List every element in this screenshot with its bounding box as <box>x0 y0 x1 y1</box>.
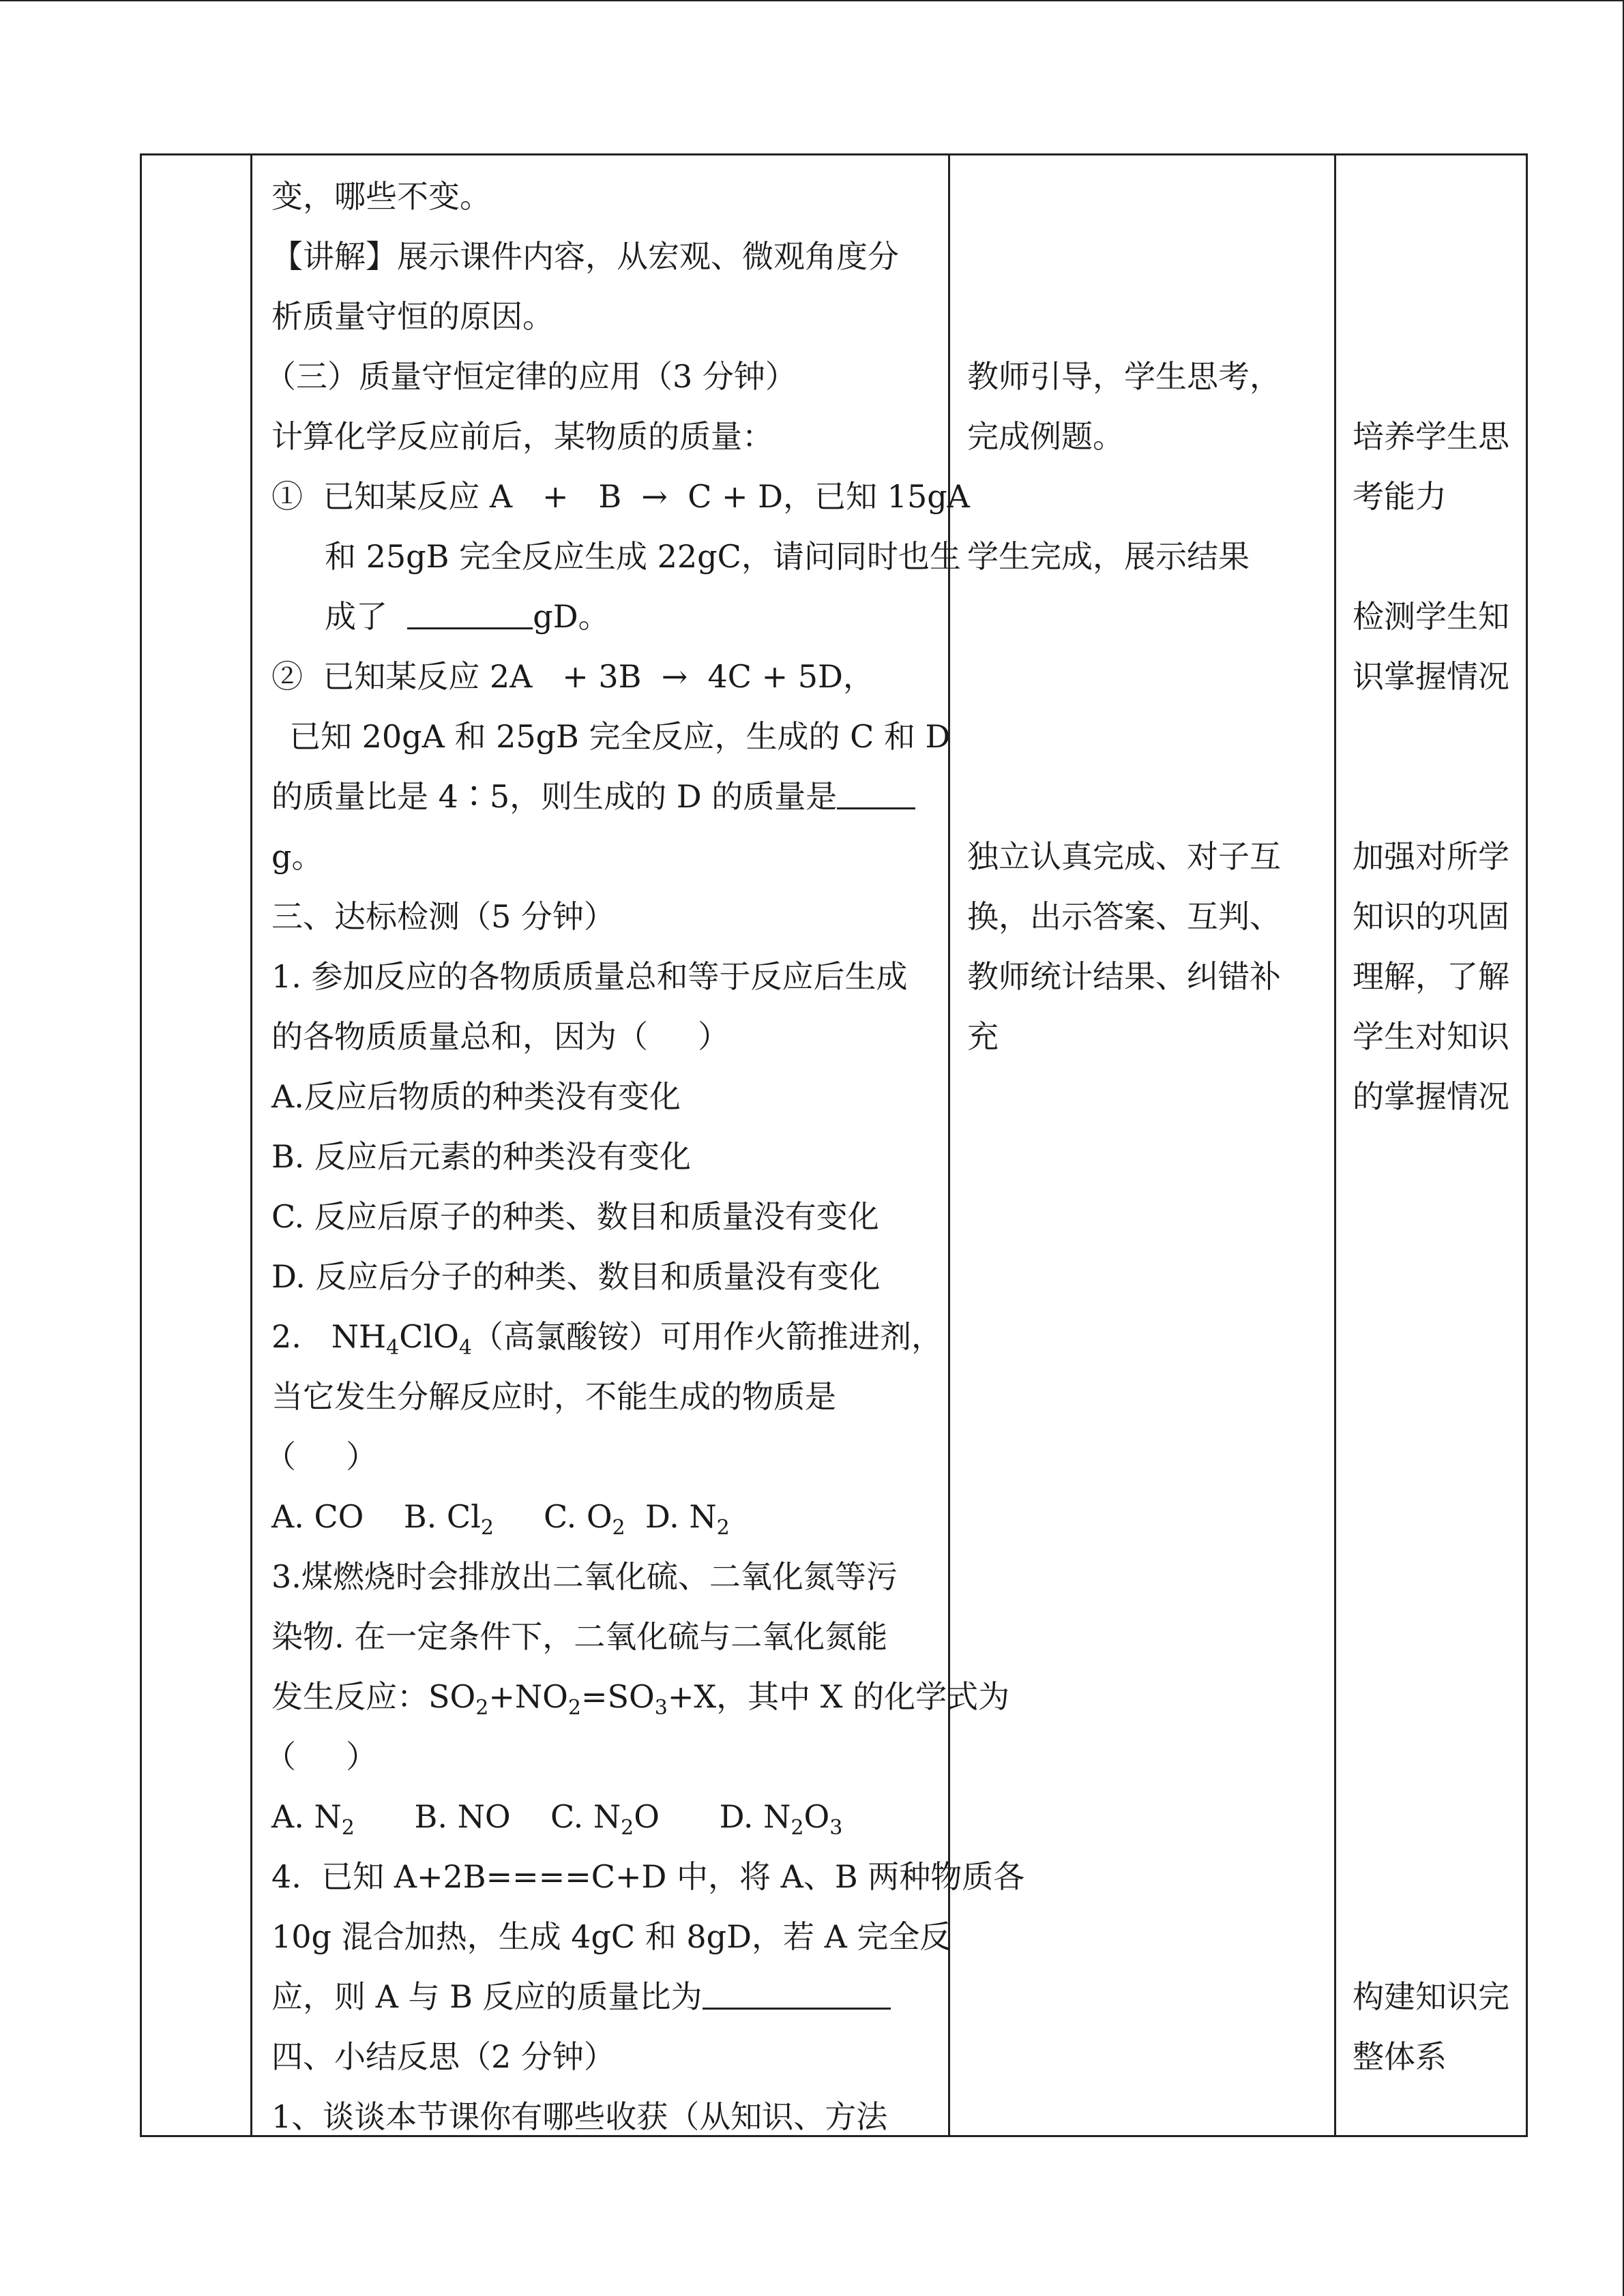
teacher_activity-line <box>271 776 915 817</box>
design_intent-line: 整体系 <box>1353 2038 1447 2075</box>
text-run: ② 已知某反应 2A + 3B → 4C + 5D， <box>271 658 874 695</box>
text-run: ClO <box>399 1318 459 1355</box>
student_activity-line: 学生完成，展示结果 <box>967 538 1250 575</box>
text-run: 当它发生分解反应时，不能生成的物质是 <box>271 1378 836 1415</box>
teacher_activity-line <box>271 1856 1024 1897</box>
text-run: 和 25gB 完全反应生成 22gC，请问同时也生 <box>325 538 961 575</box>
teacher_activity-line <box>289 716 950 757</box>
text-run: =SO <box>580 1678 655 1715</box>
subscript: 2 <box>567 1696 581 1720</box>
subscript: 2 <box>480 1516 494 1540</box>
design-intent-cell <box>1336 155 1528 2135</box>
text-run: 10g 混合加热，生成 4gC 和 8gD，若 A 完全反 <box>271 1918 951 1955</box>
text-run: B. 反应后元素的种类没有变化 <box>271 1138 692 1175</box>
teacher_activity-line <box>271 236 899 277</box>
text-run: 2. NH <box>271 1318 387 1355</box>
design_intent-line: 学生对知识 <box>1353 1018 1509 1055</box>
teacher_activity-line <box>271 2096 887 2137</box>
teacher-activity-cell <box>252 155 1025 2135</box>
text-run: D. N <box>625 1498 717 1535</box>
subscript: 2 <box>716 1516 730 1540</box>
text-run: 四、小结反思（2 分钟） <box>271 2038 615 2075</box>
teacher_activity-line <box>271 1796 843 1840</box>
text-run: （三）质量守恒定律的应用（3 分钟） <box>265 358 797 395</box>
teacher_activity-line <box>271 1916 951 1957</box>
design_intent-line: 识掌握情况 <box>1353 658 1509 695</box>
text-run: 变，哪些不变。 <box>271 178 491 215</box>
teacher_activity-line <box>271 1376 836 1417</box>
answer-blank <box>837 776 915 809</box>
design_intent-line: 检测学生知 <box>1353 598 1509 635</box>
text-run: gD。 <box>533 598 610 635</box>
teacher_activity-line <box>271 1316 943 1360</box>
text-run: A.反应后物质的种类没有变化 <box>271 1078 681 1115</box>
text-run: C. O <box>493 1498 612 1535</box>
text-run: C. 反应后原子的种类、数目和质量没有变化 <box>271 1198 879 1235</box>
text-run: （ ） <box>265 1738 378 1775</box>
text-run: 1. 参加反应的各物质质量总和等于反应后生成 <box>271 958 908 995</box>
text-run: 发生反应：SO <box>271 1678 476 1715</box>
teacher_activity-line <box>271 956 908 997</box>
teacher_activity-line <box>271 1196 879 1237</box>
text-run: +X，其中 X 的化学式为 <box>667 1678 1010 1715</box>
teacher_activity-line <box>271 296 554 337</box>
student_activity-line: 教师统计结果、纠错补 <box>967 958 1281 995</box>
text-run: A. N <box>271 1798 342 1835</box>
teacher_activity-line <box>271 1616 887 1657</box>
subscript: 2 <box>341 1816 355 1840</box>
text-run: 析质量守恒的原因。 <box>271 298 554 335</box>
text-run: （高氯酸铵）可用作火箭推进剂， <box>471 1318 943 1355</box>
teacher_activity-line <box>271 1076 681 1117</box>
text-run: 的质量比是 4∶5，则生成的 D 的质量是 <box>271 778 838 815</box>
design_intent-line: 的掌握情况 <box>1353 1078 1509 1115</box>
teacher_activity-line <box>271 416 773 457</box>
text-run: D. 反应后分子的种类、数目和质量没有变化 <box>271 1258 881 1295</box>
text-run: g。 <box>271 838 323 875</box>
text-run: +NO <box>488 1678 568 1715</box>
teacher_activity-line <box>271 1016 729 1057</box>
teacher_activity-line <box>271 176 491 217</box>
text-run: A. CO B. Cl <box>271 1498 481 1535</box>
teacher_activity-line <box>271 1556 898 1597</box>
text-run: 已知 20gA 和 25gB 完全反应，生成的 C 和 D <box>289 718 951 755</box>
subscript: 4 <box>458 1336 472 1360</box>
subscript: 3 <box>829 1816 843 1840</box>
text-run: 计算化学反应前后，某物质的质量： <box>271 418 773 455</box>
text-run: 应，则 A 与 B 反应的质量比为 <box>271 1978 703 2015</box>
text-run: （ ） <box>265 1438 378 1475</box>
design_intent-line: 构建知识完 <box>1353 1978 1509 2015</box>
student-activity-cell <box>950 155 1334 2135</box>
text-run: 【讲解】展示课件内容，从宏观、微观角度分 <box>271 238 899 275</box>
teacher_activity-line <box>271 1136 691 1177</box>
subscript: 2 <box>475 1696 489 1720</box>
student_activity-line: 充 <box>967 1018 999 1055</box>
text-run: 1、谈谈本节课你有哪些收获（从知识、方法 <box>271 2098 888 2135</box>
subscript: 2 <box>612 1516 625 1540</box>
design_intent-line: 考能力 <box>1353 478 1447 515</box>
teacher_activity-line <box>271 1256 881 1297</box>
student_activity-line: 独立认真完成、对子互 <box>967 838 1281 875</box>
teacher_activity-line <box>271 1496 730 1540</box>
teacher_activity-line <box>271 1676 1010 1720</box>
teacher_activity-line <box>271 2036 615 2077</box>
text-run: 3.煤燃烧时会排放出二氧化硫、二氧化氮等污 <box>271 1558 898 1595</box>
subscript: 2 <box>791 1816 804 1840</box>
text-run: 4. 已知 A+2B====C+D 中，将 A、B 两种物质各 <box>271 1858 1025 1895</box>
text-run: ① 已知某反应 A + B → C + D，已知 15gA <box>271 478 970 515</box>
text-run: 三、达标检测（5 分钟） <box>271 898 615 935</box>
teacher_activity-line <box>271 896 615 937</box>
stage-column-cell <box>142 155 250 2135</box>
teacher_activity-line <box>271 836 323 877</box>
design_intent-line: 理解，了解 <box>1353 958 1509 995</box>
student_activity-line: 教师引导，学生思考， <box>967 358 1281 395</box>
design_intent-line: 加强对所学 <box>1353 838 1509 875</box>
text-run: 成了 <box>325 598 408 635</box>
lesson-plan-table <box>140 153 1528 2137</box>
student_activity-line: 换，出示答案、互判、 <box>967 898 1281 935</box>
teacher_activity-line <box>265 1436 377 1477</box>
text-run: 的各物质质量总和，因为（ ） <box>271 1018 730 1055</box>
design_intent-line: 知识的巩固 <box>1353 898 1509 935</box>
text-run: O D. N <box>634 1798 791 1835</box>
subscript: 2 <box>621 1816 634 1840</box>
subscript: 4 <box>386 1336 400 1360</box>
teacher_activity-line <box>271 1976 891 2017</box>
teacher_activity-line <box>325 536 961 577</box>
teacher_activity-line <box>325 596 610 637</box>
student_activity-line: 完成例题。 <box>967 418 1124 455</box>
text-run: O <box>803 1798 830 1835</box>
answer-blank <box>703 1976 891 2010</box>
subscript: 3 <box>654 1696 668 1720</box>
answer-blank <box>407 596 533 629</box>
teacher_activity-line <box>265 356 797 397</box>
teacher_activity-line <box>265 1736 377 1777</box>
text-run: 染物. 在一定条件下，二氧化硫与二氧化氮能 <box>271 1618 888 1655</box>
text-run: B. NO C. N <box>354 1798 621 1835</box>
teacher_activity-line <box>271 656 874 697</box>
design_intent-line: 培养学生思 <box>1353 418 1509 455</box>
teacher_activity-line <box>271 476 970 517</box>
